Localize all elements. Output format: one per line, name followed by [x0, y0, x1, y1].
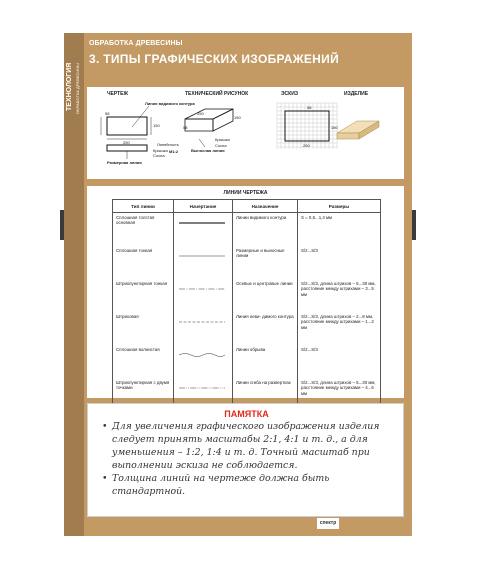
line-sample — [177, 219, 227, 227]
line-purpose-cell: Линии видимого контура — [233, 213, 298, 247]
label-sketch: ЭСКИЗ — [281, 91, 298, 97]
memo-item-2: • Толщина линий на чертеже должна быть стандартной. — [102, 472, 398, 498]
label-tech-drawing: ТЕХНИЧЕСКИЙ РИСУНОК — [185, 91, 249, 97]
sidebar — [64, 33, 84, 536]
drawing-top-view — [107, 145, 147, 151]
col-header-type: Тип линии — [113, 200, 174, 213]
sidebar-subject: ТЕХНОЛОГИЯ — [66, 63, 73, 112]
line-purpose-cell: Линия неви- димого контура — [233, 312, 298, 345]
memo-item-1: • Для увеличения графического изображения изделия следует принять масштабы 2:1, 4:1 и т. д., а для уменьшения – 1:2, 1:4 и т. д. Точный масштаб при выполнении эскиза не соблюдается. — [102, 420, 398, 472]
line-sample — [177, 351, 227, 359]
line-size-cell: S = 0,5...1,4 мм — [298, 213, 381, 247]
drawing-scale: М1:2 — [169, 149, 179, 154]
sketch-view — [285, 111, 329, 141]
sidebar-text — [66, 63, 82, 263]
lines-table — [112, 199, 381, 412]
col-header-style: Начертание — [174, 200, 233, 213]
drawing-label-2: Крышка — [153, 148, 168, 153]
lines-caption: ЛИНИИ ЧЕРТЕЖА — [223, 190, 268, 196]
line-size-cell: S/2...S/3 — [298, 345, 381, 378]
label-drawing: ЧЕРТЕЖ — [107, 91, 129, 97]
lines-table-header — [113, 200, 381, 213]
product-front — [337, 133, 359, 139]
sketch-dim-58: 58 — [307, 105, 312, 110]
table-row — [113, 213, 381, 247]
memo-panel — [87, 403, 404, 517]
tech-dim-150: 150 — [234, 115, 241, 120]
sketch-dim-150: 150 — [331, 125, 338, 130]
line-size-cell: S/2...S/3, длина штрихов – 2...8 мм, расстояние между штрихами – 1...2 мм — [298, 312, 381, 345]
page-title: 3. ТИПЫ ГРАФИЧЕСКИХ ИЗОБРАЖЕНИЙ — [89, 52, 340, 66]
drawing-front-view — [107, 117, 147, 135]
col-header-purpose: Назначение — [233, 200, 298, 213]
tech-label-2: Сосна — [215, 143, 227, 148]
table-row — [113, 345, 381, 378]
visible-line-label: Линия видимого контура — [145, 101, 195, 106]
line-sample — [177, 252, 227, 260]
line-type-cell: Сплошная толстая основная — [113, 213, 174, 247]
table-row — [113, 246, 381, 279]
line-type-cell: Сплошная волнистая — [113, 345, 174, 378]
tech-dim-250: 250 — [197, 111, 204, 116]
line-size-cell: S/2...S/3 — [298, 246, 381, 279]
tech-label-1: Крышка — [215, 137, 230, 142]
tech-dim-58: 58 — [183, 125, 188, 130]
right-edge-tab — [412, 210, 416, 240]
memo-title: ПАМЯТКА — [224, 409, 269, 419]
tech-front-face — [185, 119, 213, 131]
line-sample-stroke — [179, 354, 225, 357]
tech-top-face — [185, 109, 233, 119]
lines-panel — [87, 186, 404, 398]
line-style-cell — [174, 246, 233, 279]
line-type-cell: Штрихпунктирная тонкая — [113, 279, 174, 312]
line-style-cell — [174, 213, 233, 247]
line-type-cell: Штриховая — [113, 312, 174, 345]
sidebar-subtitle: ОБРАБОТКА ДРЕВЕСИНЫ — [75, 63, 80, 114]
line-purpose-cell: Размерные и выносные линии — [233, 246, 298, 279]
memo-list — [102, 420, 398, 498]
drawing-label-1: Линейность — [157, 142, 179, 147]
poster — [64, 33, 412, 536]
line-sample — [177, 384, 227, 392]
line-style-cell — [174, 312, 233, 345]
line-size-cell: S/2...S/3, длина штрихов – 5...30 мм, расстояние между штрихами – 3...5 мм — [298, 279, 381, 312]
types-panel — [87, 87, 404, 179]
ext-line-leader — [199, 139, 205, 147]
tech-side-face — [213, 109, 233, 131]
line-sample — [177, 285, 227, 293]
col-header-size: Размеры — [298, 200, 381, 213]
label-product: ИЗДЕЛИЕ — [344, 91, 369, 97]
table-row — [113, 312, 381, 345]
graphics-svg — [87, 87, 404, 179]
drawing-dim-250: 250 — [123, 140, 130, 145]
drawing-label-3: Сосна — [153, 153, 165, 158]
line-style-cell — [174, 345, 233, 378]
drawing-dim-150: 150 — [153, 123, 160, 128]
dim-line-label: Размерная линия — [107, 160, 142, 165]
lines-table-body — [113, 213, 381, 412]
publisher-logo: спектр — [317, 518, 339, 529]
table-row — [113, 279, 381, 312]
topic-label: ОБРАБОТКА ДРЕВЕСИНЫ — [89, 40, 183, 47]
drawing-dim-58: 58 — [105, 111, 110, 116]
line-purpose-cell: Осевые и центровые линии — [233, 279, 298, 312]
line-sample — [177, 318, 227, 326]
line-purpose-cell: Линии обрыва — [233, 345, 298, 378]
line-type-cell: Штрихпунктирная с двумя точками — [113, 378, 174, 412]
line-style-cell — [174, 279, 233, 312]
line-size-cell: S/2...S/3, длина штрихов – 5...30 мм, расстояние между штрихами – 4...6 мм — [298, 378, 381, 412]
ext-line-label: Выносная линия — [191, 148, 225, 153]
line-purpose-cell: Линии сгиба на развертках — [233, 378, 298, 412]
line-type-cell: Сплошная тонкая — [113, 246, 174, 279]
sketch-dim-250: 250 — [303, 143, 310, 148]
